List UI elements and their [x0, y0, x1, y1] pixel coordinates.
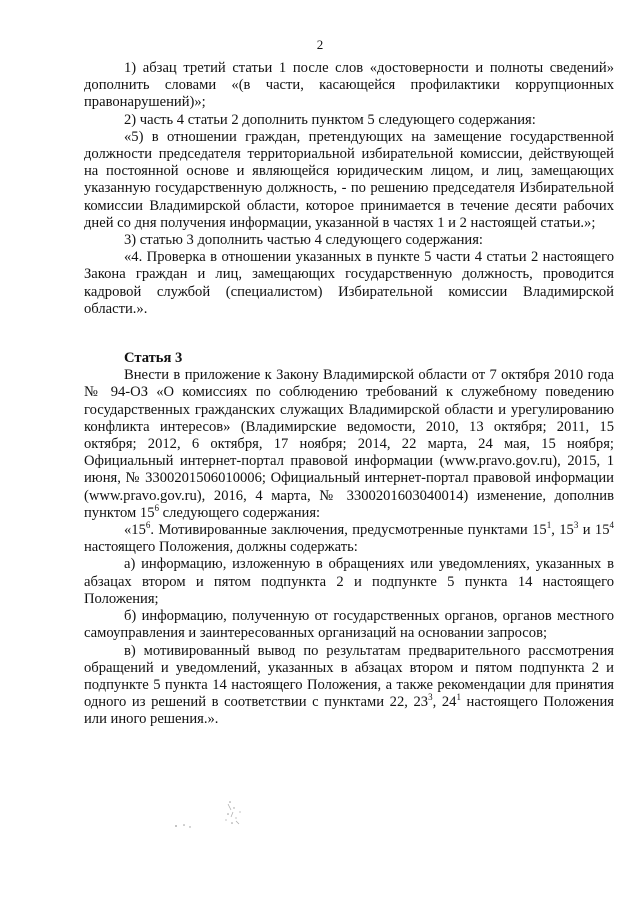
superscript: 6	[145, 520, 151, 531]
paragraph-10	[84, 643, 614, 729]
text-segment: следующего содержания:	[159, 504, 321, 521]
text-segment: в) мотивированный вывод по результатам предварительного рассмотрения обращений и уведомлений, указанных в абзацах втором и пятом подпункта 2 и подпункте 5 пункта 14 настоящего Положения, а также рекомендации для принятия одного из решений в соответствии с пунктами 22, 23	[84, 642, 614, 711]
text-segment: настоящего Положения, должны содержать:	[84, 539, 358, 556]
paragraph-3: «5) в отношении граждан, претендующих на замещение государственной должности председателя территориальной избирательной комиссии, действующей на постоянной основе и являющейся юридическим лицом, и лиц, замещающих указанную государственную должность, - по решению председателя Избирательной комиссии Владимирской области, которое принимается в течение десяти рабочих дней со дня получения информации, указанной в частях 1 и 2 настоящей статьи.»;	[84, 128, 614, 231]
text-segment: настоящего Положения или иного решения.».	[84, 694, 614, 728]
text-segment: «15	[124, 522, 146, 539]
text-segment: и 15	[578, 522, 610, 539]
paragraph-9: б) информацию, полученную от государственных органов, органов местного самоуправления и заинтересованных организаций на основании запросов;	[84, 608, 614, 642]
text-segment: Внести в приложение к Закону Владимирской области от 7 октября 2010 года № 94-ОЗ «О комиссиях по соблюдению требований к служебному поведению государственных гражданских служащих Владимирской области и урегулированию конфликта интересов» (Владимирские ведомости, 2010, 13 октября; 2011, 15 октября; 2012, 6 октября, 17 ноября; 2014, 22 марта, 24 мая, 15 ноября; Официальный интернет-портал правовой информации (www.pravo.gov.ru), 2015, 1 июня, № 3300201506010006; Официальный интернет-портал правовой информации (www.pravo.gov.ru), 2016, 4 марта, № 3300201603040014) изменение, дополнив пунктом 15	[84, 367, 614, 521]
superscript: 3	[573, 520, 579, 531]
superscript: 3	[428, 692, 433, 703]
paragraph-2: 2) часть 4 статьи 2 дополнить пунктом 5 следующего содержания:	[124, 111, 536, 128]
paragraph-5: «4. Проверка в отношении указанных в пункте 5 части 4 статьи 2 настоящего Закона граждан и лиц, замещающих государственную должность, проводится кадровой службой (специалистом) Избирательной комиссии Владимирской области.».	[84, 249, 614, 317]
paragraph-6	[84, 367, 614, 522]
paragraph-7	[84, 522, 614, 556]
superscript: 4	[609, 520, 615, 531]
paragraph-1: 1) абзац третий статьи 1 после слов «достоверности и полноты сведений» дополнить словами «(в части, касающейся профилактики коррупционных правонарушений)»;	[84, 60, 614, 111]
text-segment: , 24	[432, 694, 457, 711]
page-number: 2	[316, 37, 324, 52]
scan-marks	[170, 790, 260, 840]
paragraph-4: 3) статью 3 дополнить частью 4 следующего содержания:	[124, 232, 483, 249]
superscript: 1	[546, 520, 552, 531]
superscript: 6	[154, 503, 159, 514]
text-segment: . Мотивированные заключения, предусмотренные пунктами 15	[150, 522, 547, 539]
paragraph-8: а) информацию, изложенную в обращениях или уведомлениях, указанных в абзацах втором и пятом подпункта 2 и подпункте 5 пункта 14 настоящего Положения;	[84, 556, 614, 607]
superscript: 1	[456, 692, 461, 703]
text-segment: , 15	[551, 522, 574, 539]
article-3-heading: Статья 3	[124, 350, 183, 367]
document-body	[84, 60, 614, 729]
